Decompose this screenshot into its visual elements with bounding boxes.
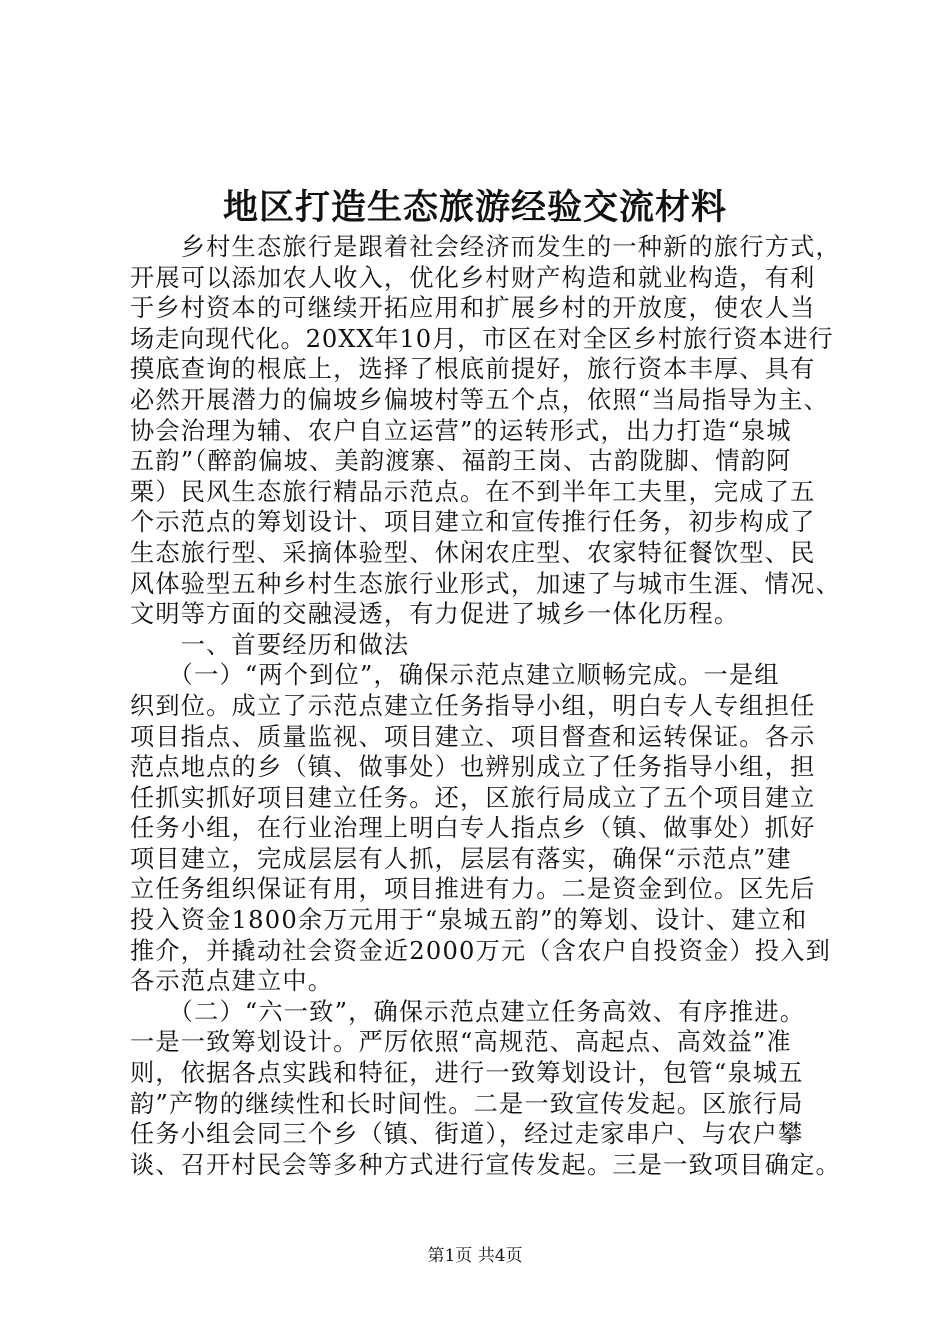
page-footer: 第1页 共4页 <box>427 1246 523 1266</box>
body-line: 协会治理为辅、农户自立运营”的运转形式，出力打造“泉城 <box>130 416 792 445</box>
body-line: 场走向现代化。20XX年10月，市区在对全区乡村旅行资本进行 <box>130 324 834 353</box>
body-line: 任务小组，在行业治理上明白专人指点乡（镇、做事处）抓好 <box>130 814 816 843</box>
body-line: 项目建立，完成层层有人抓，层层有落实，确保“示范点”建 <box>130 844 792 873</box>
body-line: 谈、召开村民会等多种方式进行宣传发起。三是一致项目确定。 <box>130 1150 841 1179</box>
body-line: 五韵”（醉韵偏坡、美韵渡寨、福韵王岗、古韵陇脚、情韵阿 <box>130 447 792 476</box>
body-line: 韵”产物的继续性和长时间性。二是一致宣传发起。区旅行局 <box>130 1089 804 1118</box>
body-line: 风体验型五种乡村生态旅行业形式，加速了与城市生涯、情况、 <box>130 569 841 598</box>
body-line: 于乡村资本的可继续开拓应用和扩展乡村的开放度，使农人当 <box>130 294 816 323</box>
body-line: 一是一致筹划设计。严厉依照“高规范、高起点、高效益”准 <box>130 1028 792 1057</box>
body-line: 投入资金1800余万元用于“泉城五韵”的筹划、设计、建立和 <box>130 906 808 935</box>
body-line: 立任务组织保证有用，项目推进有力。二是资金到位。区先后 <box>130 875 816 904</box>
body-line: 乡村生态旅行是跟着社会经济而发生的一种新的旅行方式， <box>130 233 841 261</box>
body-line: 文明等方面的交融浸透，有力促进了城乡一体化历程。 <box>130 600 740 629</box>
body-line: 各示范点建立中。 <box>130 967 334 996</box>
document-title: 地区打造生态旅游经验交流材料 <box>222 187 727 228</box>
body-line: 栗）民风生态旅行精品示范点。在不到半年工夫里，完成了五 <box>130 477 816 506</box>
body-line: 必然开展潜力的偏坡乡偏坡村等五个点，依照“当局指导为主、 <box>130 385 830 414</box>
body-line: 开展可以添加农人收入，优化乡村财产构造和就业构造，有利 <box>130 263 816 292</box>
body-line: 任务小组会同三个乡（镇、街道），经过走家串户、与农户攀 <box>130 1120 804 1149</box>
body-line: 范点地点的乡（镇、做事处）也辨别成立了任务指导小组，担 <box>130 753 816 782</box>
body-line: 一、首要经历和做法 <box>130 630 410 659</box>
body-line: 则，依据各点实践和特征，进行一致筹划设计，包管“泉城五 <box>130 1059 804 1088</box>
document-body <box>130 232 841 1180</box>
body-line: 摸底查询的根底上，选择了根底前提好，旅行资本丰厚、具有 <box>130 355 816 384</box>
body-line: 织到位。成立了示范点建立任务指导小组，明白专人专组担任 <box>130 691 816 720</box>
body-line: （一）“两个到位”，确保示范点建立顺畅完成。一是组 <box>130 661 780 690</box>
body-line: 项目指点、质量监视、项目建立、项目督查和运转保证。各示 <box>130 722 816 751</box>
body-line: 生态旅行型、采摘体验型、休闲农庄型、农家特征餐饮型、民 <box>130 538 816 567</box>
body-line: （二）“六一致”，确保示范点建立任务高效、有序推进。 <box>130 997 806 1026</box>
body-line: 个示范点的筹划设计、项目建立和宣传推行任务，初步构成了 <box>130 508 816 537</box>
body-line: 推介，并撬动社会资金近2000万元（含农户自投资金）投入到 <box>130 936 832 965</box>
body-line: 任抓实抓好项目建立任务。还，区旅行局成立了五个项目建立 <box>130 783 816 812</box>
